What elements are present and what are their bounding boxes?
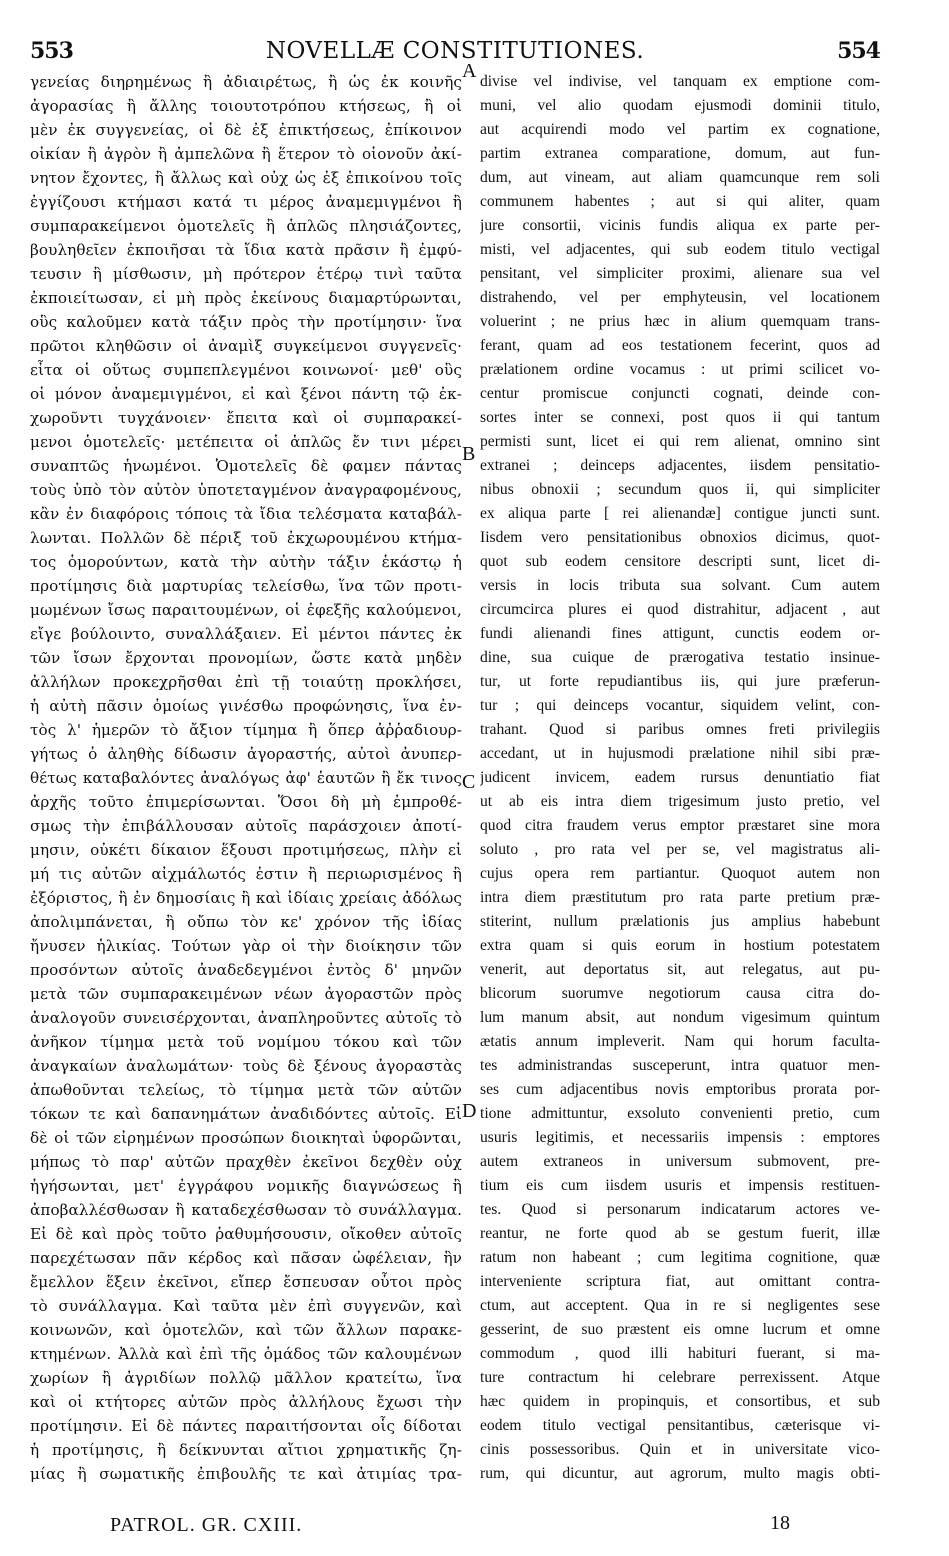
latin-text-line: ses cum adjacentibus novis emptoribus prorata por- (480, 1081, 880, 1098)
greek-text-line: τος ὁμορούντων, κατὰ τὴν αὐτὴν τάξιν ἑκάστῳ ἡ (30, 553, 462, 571)
latin-text-line: tes administrandas susceperunt, intra quatuor men- (480, 1057, 880, 1074)
latin-text-line: ætatis annum impleverit. Nam qui horum faculta- (480, 1033, 880, 1050)
greek-text-line: ἤνυσεν ἡλικίας. Τούτων γὰρ οἱ τὴν διοίκησιν τῶν (30, 937, 462, 955)
greek-text-line: ἐγγίζουσι κτήμασι κατά τι μέρος ἀναμεμιγμένοι ἢ (30, 193, 462, 211)
greek-text-line: παρεχέτωσαν πᾶν κέρδος καὶ πᾶσαν ὠφέλειαν, ἣν (30, 1249, 462, 1267)
greek-text-line: ἀπωθοῦνται τελείως, τὸ τίμημα μετὰ τῶν αὐτῶν (30, 1081, 462, 1099)
greek-text-line: νητον ἔχοντες, ἢ ἄλλως καὶ οὐχ ὡς ἐξ ἐπικοίνου τοῖς (30, 169, 462, 187)
greek-text-line: ἔμελλον ἕξειν ἐκεῖνοι, εἴπερ ἔσπευσαν οὗτοι πρὸς (30, 1273, 462, 1291)
latin-text-line: misti, vel adjacentes, qui sub eodem titulo vectigal (480, 241, 880, 258)
latin-text-line: commodum , quod illi habituri fuerant, si ma- (480, 1345, 880, 1362)
greek-text-line: προτίμησις διὰ μαρτυρίας τελείσθω, ἵνα τῶν προτι- (30, 577, 462, 595)
greek-text-line: σμως τὴν ἐπιβάλλουσαν αὐτοῖς παράσχοιεν ἀποτί- (30, 817, 462, 835)
latin-text-line: voluerint ; ne prius hæc in alium quemquam trans- (480, 313, 880, 330)
greek-text-line: τόκων τε καὶ δαπανημάτων ἀναδιδόντες αὐτοῖς. Εἰ (30, 1105, 462, 1123)
greek-text-line: τὸς λ' ἡμερῶν τὸ ἄξιον τίμημα ἢ ὅπερ ἀῤῥαδιουρ- (30, 721, 462, 739)
greek-text-line: μή τις αὐτῶν αἰχμάλωτός ἐστιν ἢ περιωρισμένος ἢ (30, 865, 462, 883)
greek-text-line: χωρίων ἢ ἀγριδίων πολλῷ μᾶλλον κρατείτω, ἵνα (30, 1369, 462, 1387)
latin-text-line: intra diem præstitutum pro rata parte pretium præ- (480, 889, 880, 906)
latin-text-line: tione admittuntur, exsoluto convenienti pretio, cum (480, 1105, 880, 1122)
latin-text-line: nibus obnoxii ; secundum quos ii, qui simpliciter (480, 481, 880, 498)
greek-text-line: Εἰ δὲ καὶ πρὸς τοῦτο ῥαθυμήσουσιν, οἴκοθεν αὐτοῖς (30, 1225, 462, 1243)
latin-text-line: versis in locis tributa sua solvant. Cum autem (480, 577, 880, 594)
greek-text-line: δὲ οἱ τῶν εἰρημένων προσώπων διοικηταὶ ὑφορῶνται, (30, 1129, 462, 1147)
right-page-number: 554 (837, 38, 880, 64)
latin-text-line: interveniente scriptura fiat, aut omittant contra- (480, 1273, 880, 1290)
latin-text-line: jure consortii, vicinis fundis aliqua ex parte per- (480, 217, 880, 234)
latin-text-line: judicent invicem, eadem rursus denuntiatio fiat (480, 769, 880, 786)
latin-text-line: dum, aut vineam, aut aliam quamcunque rem soli (480, 169, 880, 186)
footer-signature: 18 (770, 1512, 790, 1534)
greek-text-line: εἴγε βούλοιντο, συναλλάξαιεν. Εἰ μέντοι πάντες ἐκ (30, 625, 462, 643)
greek-text-line: γενείας διηρημένως ἢ ἀδιαιρέτως, ἢ ὡς ἐκ κοινῆς (30, 73, 462, 91)
greek-text-line: οὓς καλοῦμεν κατὰ τάξιν πρὸς τὴν προτίμησιν· ἵνα (30, 313, 462, 331)
latin-text-line: tur ; qui deinceps vocantur, siquidem velint, con- (480, 697, 880, 714)
latin-text-line: muni, vel alio quodam ejusmodi dominii titulo, (480, 97, 880, 114)
latin-text-line: distrahendo, vel per emphyteusin, vel locationem (480, 289, 880, 306)
latin-text-line: pensitant, vel simpliciter proximi, alienare sua vel (480, 265, 880, 282)
left-page-number: 553 (30, 38, 73, 64)
latin-text-line: quot sub eodem censitore descripti sunt, licet di- (480, 553, 880, 570)
latin-text-line: ut ab eis intra diem trigesimum justo pretio, vel (480, 793, 880, 810)
greek-text-line: οἰκίαν ἢ ἀγρὸν ἢ ἀμπελῶνα ἢ ἕτερον τὸ οἱονοῦν ἀκί- (30, 145, 462, 163)
greek-text-line: οἱ μόνον ἀναμεμιγμένοι, εἰ καὶ ξένοι πάντη τῷ ἐκ- (30, 385, 462, 403)
latin-text-line: circumcirca plures ei quod distrahitur, adjacent , aut (480, 601, 880, 618)
latin-text-line: ctum, aut acceptent. Qua in re si negligentes sese (480, 1297, 880, 1314)
latin-text-line: dine, sua cuique de prærogativa testatio insinue- (480, 649, 880, 666)
latin-text-line: ture contractum hi celebrare perrexissent. Atque (480, 1369, 880, 1386)
greek-text-line: θέτως καταβαλόντες ἀναλόγως ἀφ' ἑαυτῶν ἢ ἔκ τινος (30, 769, 462, 787)
greek-text-line: ἀρχῆς τοῦτο ἐπιμερίσωνται. Ὅσοι δὴ μὴ ἐμπροθέ- (30, 793, 462, 811)
latin-text-line: accedant, ut in hujusmodi prælatione nihil sibi præ- (480, 745, 880, 762)
latin-text-line: trahant. Quod si paribus omnes freti privilegiis (480, 721, 880, 738)
greek-text-line: ἀπολιμπάνεται, ἢ οὔπω τὸν κε' χρόνον τῆς ἰδίας (30, 913, 462, 931)
latin-text-line: hæc quidem in propinquis, et consortibus, et sub (480, 1393, 880, 1410)
section-marker-c: C (462, 771, 476, 793)
greek-text-line: βουληθεῖεν ἐκποιῆσαι τὰ ἴδια κατὰ πρᾶσιν ἢ ἐμφύ- (30, 241, 462, 259)
section-marker-b: B (462, 443, 476, 465)
greek-text-line: ἡγήσωνται, μετ' ἐγγράφου νομικῆς διαγνώσεως ἢ (30, 1177, 462, 1195)
greek-text-line: μενοι ὁμοτελεῖς· μετέπειτα οἱ ἁπλῶς ἔν τινι μέρει (30, 433, 462, 451)
greek-text-line: προτίμησιν. Εἰ δὲ πάντες παραιτήσονται οἷς δίδοται (30, 1417, 462, 1435)
greek-text-line: εἶτα οἱ οὕτως συμπεπλεγμένοι κοινωνοί· μεθ' οὓς (30, 361, 462, 379)
greek-text-line: ἀναγκαίων ἀναλωμάτων· τοὺς δὲ ξένους ἀγοραστὰς (30, 1057, 462, 1075)
latin-text-line: communem habentes ; aut si qui aliter, quam (480, 193, 880, 210)
greek-text-line: τευσιν ἢ μίσθωσιν, μὴ πρότερον ἑτέρῳ τινὶ ταῦτα (30, 265, 462, 283)
greek-text-line: μωμένων ἴσως παραιτουμένων, οἱ ἐφεξῆς καλούμενοι, (30, 601, 462, 619)
greek-text-line: λωνται. Πολλῶν δὲ πέριξ τοῦ ἐκχωρουμένου κτήμα- (30, 529, 462, 547)
greek-text-line: ἐκποιείτωσαν, εἰ μὴ πρὸς ἐκείνους διαμαρτύρωνται, (30, 289, 462, 307)
latin-text-line: extra quam si quis eorum in hostium potestatem (480, 937, 880, 954)
latin-text-line: divise vel indivise, vel tanquam ex emptione com- (480, 73, 880, 90)
greek-text-line: κτημένων. Ἀλλὰ καὶ ἐπὶ τῆς ὁμάδος τῶν καλουμένων (30, 1345, 462, 1363)
greek-text-line: μὲν ἐκ συγγενείας, οἱ δὲ ἐξ ἐπικτήσεως, ἐπίκοινον (30, 121, 462, 139)
latin-text-line: usuris legitimis, et necessariis impensis : emptores (480, 1129, 880, 1146)
latin-text-line: extranei ; deinceps adjacentes, iisdem pensitatio- (480, 457, 880, 474)
section-marker-d: D (462, 1100, 477, 1122)
greek-text-line: τὸ συνάλλαγμα. Καὶ ταῦτα μὲν ἐπὶ συγγενῶν, καὶ (30, 1297, 462, 1315)
greek-text-line: ἀγορασίας ἢ ἄλλης τοιουτοτρόπου κτήσεως, ἢ οἱ (30, 97, 462, 115)
greek-text-line: ἡ προτίμησις, ἢ δείκνυνται αἴτιοι χρηματικῆς ζη- (30, 1441, 462, 1459)
section-marker-a: A (462, 60, 477, 82)
latin-text-line: lum manum absit, aut nondum vigesimum quintum (480, 1009, 880, 1026)
greek-text-line: μησιν, οὐκέτι δίκαιον ἕξουσι προτιμήσεως, πλὴν εἰ (30, 841, 462, 859)
running-title: NOVELLÆ CONSTITUTIONES. (265, 38, 645, 64)
latin-text-line: ex aliqua parte [ rei alienandæ] contigue juncti sunt. (480, 505, 880, 522)
greek-column (30, 70, 462, 1486)
greek-text-line: κοινωνῶν, καὶ ὁμοτελῶν, καὶ τῶν ἄλλων παρακε- (30, 1321, 462, 1339)
latin-text-line: ferant, quam ad eos testationem fecerint, quos ad (480, 337, 880, 354)
latin-text-line: Iisdem vero pensitationibus obnoxios dicimus, quot- (480, 529, 880, 546)
greek-text-line: ἐξόριστος, ἢ ἐν δημοσίαις ἢ καὶ ἰδίαις χρείαις ἀδόλως (30, 889, 462, 907)
greek-text-line: συναπτῶς ἡνωμένοι. Ὁμοτελεῖς δὲ φαμεν πάντας (30, 457, 462, 475)
latin-text-line: reantur, ne forte quod ab se gestum fuerit, illæ (480, 1225, 880, 1242)
greek-text-line: τῶν ἴσων ἔρχονται προνομίων, ὥστε κατὰ μηδὲν (30, 649, 462, 667)
latin-text-line: cinis possessoribus. Quin et in universitate vico- (480, 1441, 880, 1458)
greek-text-line: γήτως ὁ ἀληθὴς δίδωσιν ἀγοραστής, αὐτοὶ ἀνυπερ- (30, 745, 462, 763)
footer-volume: PATROL. GR. CXIII. (110, 1514, 303, 1536)
latin-text-line: fundi alienandi fines attigunt, cunctis eodem or- (480, 625, 880, 642)
latin-text-line: soluto , pro rata vel per se, vel magistratus ali- (480, 841, 880, 858)
greek-text-line: ἡ αὐτὴ πᾶσιν ὁμοίως γινέσθω προφώνησις, ἵνα ἐν- (30, 697, 462, 715)
latin-text-line: eodem titulo vectigal pensitantibus, cæterisque vi- (480, 1417, 880, 1434)
latin-text-line: centur promiscue conjuncti cognati, deinde con- (480, 385, 880, 402)
latin-text-line: quod citra fraudem verus emptor præstaret sine mora (480, 817, 880, 834)
latin-text-line: tes. Quod si personarum indicatarum actores ve- (480, 1201, 880, 1218)
greek-text-line: ἀλλήλων προκεχρῆσθαι ἐπὶ τῇ τοιαύτῃ προκλήσει, (30, 673, 462, 691)
latin-text-line: ratum non habeant ; cum legitima cognitione, quæ (480, 1249, 880, 1266)
latin-text-line: tur, ut forte repudiantibus iis, qui jure præferun- (480, 673, 880, 690)
greek-text-line: συμπαρακείμενοι ὁμοτελεῖς ἢ ἁπλῶς πλησιάζοντες, (30, 217, 462, 235)
latin-text-line: gesserint, de suo præstent eis omne lucrum et omne (480, 1321, 880, 1338)
latin-text-line: stiterint, nullum prælationis jus amplius habebunt (480, 913, 880, 930)
greek-text-line: καὶ οἱ κτήτορες αὐτῶν πρὸς ἀλλήλους ἔχωσι τὴν (30, 1393, 462, 1411)
latin-text-line: sortes inter se connexi, post quos ii qui tantum (480, 409, 880, 426)
latin-text-line: rum, qui dicuntur, aut agrorum, multo magis obti- (480, 1465, 880, 1482)
greek-text-line: χωροῦντι τυγχάνοιεν· ἔπειτα καὶ οἱ συμπαρακεί- (30, 409, 462, 427)
greek-text-line: τοὺς ὑπὸ τὸν αὐτὸν ὑποτεταγμένον ἀναγραφομένους, (30, 481, 462, 499)
greek-text-line: προσόντων αὐτοῖς ἀναδεδεγμένοι ἐντὸς δ' μηνῶν (30, 961, 462, 979)
latin-text-line: tium eis cum iisdem usuris et impensis restituen- (480, 1177, 880, 1194)
greek-text-line: μετὰ τῶν συμπαρακειμένων νέων ἀγοραστῶν πρὸς (30, 985, 462, 1003)
latin-text-line: autem extraneos in universum submovent, pre- (480, 1153, 880, 1170)
latin-text-line: aut acquirendi modo vel partim ex cognatione, (480, 121, 880, 138)
latin-text-line: venerit, aut deportatus sit, aut relegatus, aut pu- (480, 961, 880, 978)
greek-text-line: μίας ἢ σωματικῆς ἐπιβουλῆς τε καὶ ἀτιμίας τρα- (30, 1465, 462, 1483)
greek-text-line: πρῶτοι κληθῶσιν οἱ ἀναμὶξ συγκείμενοι συγγενεῖς· (30, 337, 462, 355)
greek-text-line: ἀποβαλλέσθωσαν ἢ καταδεχέσθωσαν τὸ συνάλλαγμα. (30, 1201, 462, 1219)
latin-text-line: blicorum suorumve negotiorum causa citra do- (480, 985, 880, 1002)
page-header (30, 30, 880, 70)
latin-text-line: prælationem ordine vocamus : ut primi scilicet vo- (480, 361, 880, 378)
latin-column (480, 70, 880, 1486)
greek-text-line: ἀνῆκον τίμημα μετὰ τοῦ νομίμου τόκου καὶ τῶν (30, 1033, 462, 1051)
latin-text-line: partim extranea comparatione, domum, aut fun- (480, 145, 880, 162)
latin-text-line: permisti sunt, licet ei qui rem alienat, omnino sint (480, 433, 880, 450)
greek-text-line: μήπως τὸ παρ' αὐτῶν πραχθὲν ἐκεῖνοι δεχθὲν οὐχ (30, 1153, 462, 1171)
latin-text-line: cujus opera rem partiantur. Quoquot autem non (480, 865, 880, 882)
greek-text-line: ἀναλογοῦν συνεισέρχονται, ἀναπληροῦντες αὐτοῖς τὸ (30, 1009, 462, 1027)
greek-text-line: κἂν ἐν διαφόροις τόποις τὰ ἴδια τελέσματα καταβάλ- (30, 505, 462, 523)
